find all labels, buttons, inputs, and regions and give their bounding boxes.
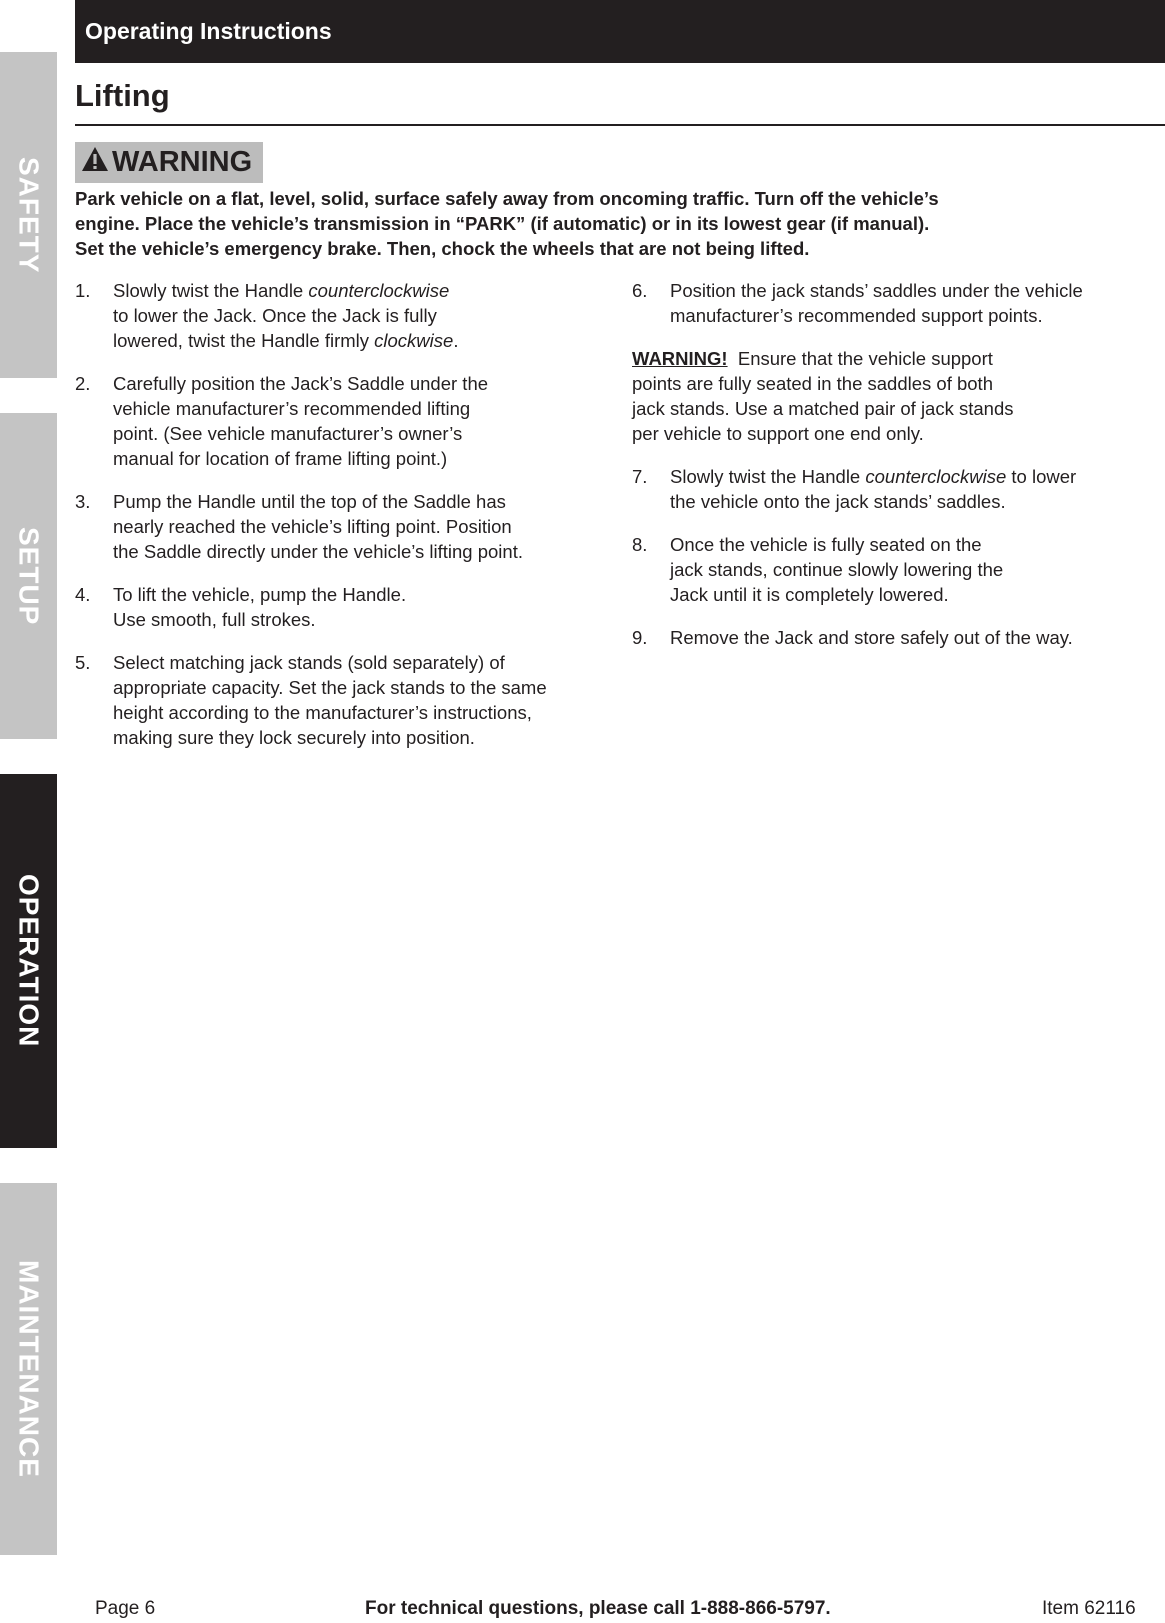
- note-text: Ensure that the vehicle support: [727, 348, 993, 369]
- page-title: Lifting: [75, 78, 170, 113]
- step-item: [75, 489, 615, 564]
- warning-line: engine. Place the vehicle’s transmission in “PARK” (if automatic) or in its lowest gear (if manual).: [75, 213, 930, 234]
- step-line: Position the jack stands’ saddles under the vehicle: [670, 280, 1083, 301]
- step-line: making sure they lock securely into position.: [113, 727, 475, 748]
- step-line: the Saddle directly under the vehicle’s lifting point.: [113, 541, 523, 562]
- step-line: vehicle manufacturer’s recommended lifting: [113, 398, 471, 419]
- step-item: [632, 625, 1152, 650]
- step-line: [113, 278, 615, 303]
- steps-left-column: [75, 278, 615, 768]
- step-line: Remove the Jack and store safely out of the way.: [670, 627, 1073, 648]
- header-title: Operating Instructions: [85, 18, 332, 44]
- step-emphasis: clockwise: [374, 330, 454, 351]
- side-tab-label: SAFETY: [13, 156, 45, 274]
- warning-line: Park vehicle on a flat, level, solid, surface safely away from oncoming traffic. Turn off the vehicle’s: [75, 188, 939, 209]
- step-item: [75, 582, 615, 632]
- step-emphasis: counterclockwise: [865, 466, 1007, 487]
- step-line: Once the vehicle is fully seated on the: [670, 534, 982, 555]
- step-item: [632, 532, 1152, 607]
- step-line: appropriate capacity. Set the jack stands to the same: [113, 677, 547, 698]
- step-number: 6.: [632, 280, 648, 301]
- footer-item-number: Item 62116: [1042, 1598, 1136, 1619]
- warning-text: [75, 186, 1075, 261]
- support-warning-note: [632, 346, 1152, 446]
- step-line: Pump the Handle until the top of the Saddle has: [113, 491, 506, 512]
- side-tab-label: MAINTENANCE: [13, 1260, 45, 1478]
- step-line: Select matching jack stands (sold separately) of: [113, 652, 505, 673]
- step-line: Jack until it is completely lowered.: [670, 584, 949, 605]
- step-number: 8.: [632, 534, 648, 555]
- step-number: 3.: [75, 491, 91, 512]
- step-line: point. (See vehicle manufacturer’s owner’s: [113, 423, 463, 444]
- side-tab-label: OPERATION: [13, 874, 45, 1048]
- steps-right-column: [632, 278, 1152, 668]
- step-line: [670, 464, 1152, 489]
- step-line: Carefully position the Jack’s Saddle under the: [113, 373, 489, 394]
- warning-badge-label: WARNING: [112, 146, 253, 178]
- step-text: .: [453, 330, 459, 351]
- note-heading: WARNING!: [632, 348, 728, 369]
- section-header-bar: [75, 0, 1165, 63]
- step-line: [113, 328, 615, 353]
- step-line: jack stands, continue slowly lowering the: [670, 559, 1004, 580]
- side-tab-label: SETUP: [13, 526, 45, 626]
- step-item: [75, 371, 615, 471]
- warning-triangle-icon: [81, 146, 109, 180]
- side-tab-maintenance: [0, 1183, 57, 1555]
- step-number: 4.: [75, 584, 91, 605]
- step-item: [75, 278, 615, 353]
- note-line: [632, 346, 1152, 371]
- warning-badge: [75, 142, 263, 183]
- step-number: 7.: [632, 466, 648, 487]
- step-line: manufacturer’s recommended support points.: [670, 305, 1043, 326]
- step-text: to lower: [1006, 466, 1077, 487]
- step-item: [632, 464, 1152, 514]
- step-line: nearly reached the vehicle’s lifting point. Position: [113, 516, 512, 537]
- step-item: [632, 278, 1152, 328]
- step-number: 1.: [75, 280, 91, 301]
- step-line: Use smooth, full strokes.: [113, 609, 316, 630]
- step-text: lowered, twist the Handle firmly: [113, 330, 375, 351]
- step-line: the vehicle onto the jack stands’ saddles.: [670, 491, 1006, 512]
- step-line: manual for location of frame lifting point.): [113, 448, 448, 469]
- step-text: Slowly twist the Handle: [670, 466, 866, 487]
- note-line: jack stands. Use a matched pair of jack stands: [632, 398, 1014, 419]
- step-emphasis: counterclockwise: [308, 280, 450, 301]
- step-line: to lower the Jack. Once the Jack is fully: [113, 305, 437, 326]
- side-tab-setup: [0, 413, 57, 739]
- footer-page-number: Page 6: [95, 1598, 156, 1619]
- note-line: per vehicle to support one end only.: [632, 423, 924, 444]
- title-divider: [75, 124, 1165, 126]
- step-number: 2.: [75, 373, 91, 394]
- step-number: 5.: [75, 652, 91, 673]
- footer-tech-support: For technical questions, please call 1-888-866-5797.: [365, 1598, 831, 1619]
- step-item: [75, 650, 615, 750]
- side-tab-safety: [0, 52, 57, 378]
- step-line: To lift the vehicle, pump the Handle.: [113, 584, 407, 605]
- step-text: Slowly twist the Handle: [113, 280, 309, 301]
- step-number: 9.: [632, 627, 648, 648]
- step-line: height according to the manufacturer’s instructions,: [113, 702, 532, 723]
- side-tab-operation: [0, 774, 57, 1148]
- warning-line: Set the vehicle’s emergency brake. Then, chock the wheels that are not being lifted.: [75, 238, 810, 259]
- note-line: points are fully seated in the saddles of both: [632, 373, 993, 394]
